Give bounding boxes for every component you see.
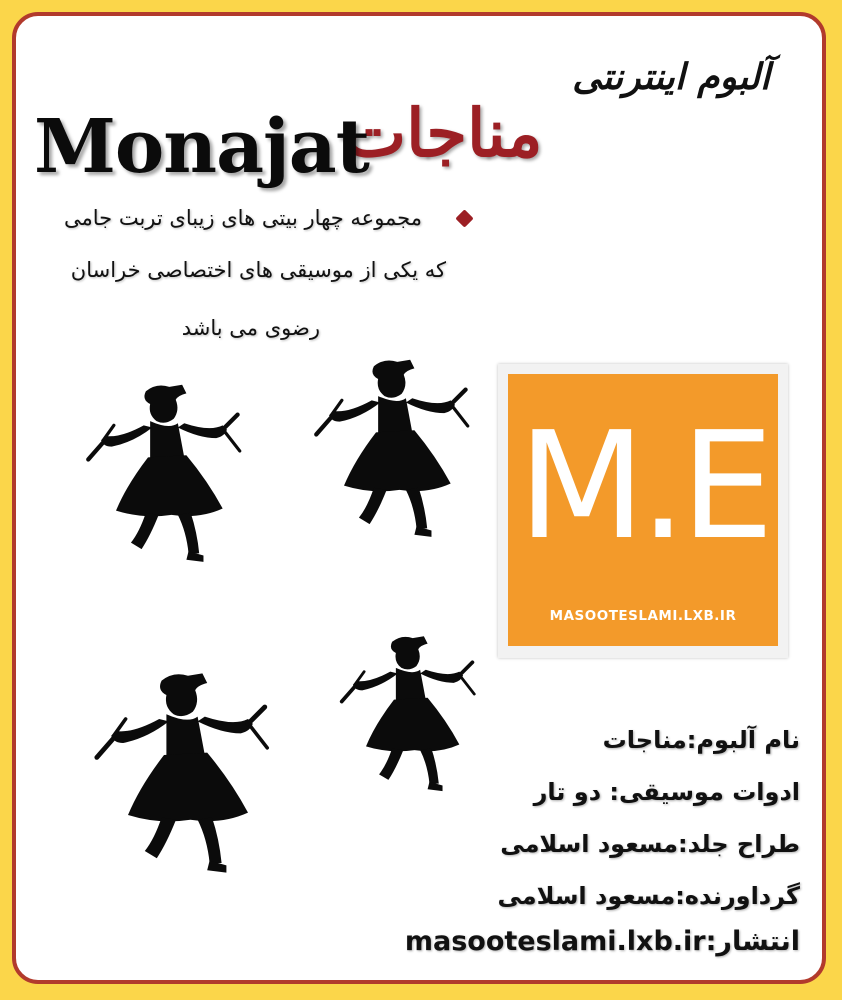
compiler: گرداورنده:مسعود اسلامی: [497, 882, 800, 910]
title-english: Monajat: [34, 104, 369, 190]
cover-designer: طراح جلد:مسعود اسلامی: [500, 830, 800, 858]
album-cover: [12, 12, 826, 984]
logo-frame: [498, 364, 788, 658]
dancer-silhouette-icon: [338, 616, 478, 816]
title-persian: مناجات: [344, 94, 543, 172]
publisher-url[interactable]: masooteslami.lxb.ir: [404, 926, 706, 957]
me-logo: [508, 374, 778, 646]
dancer-silhouette-icon: [92, 661, 272, 891]
decorative-diamond: [455, 209, 473, 227]
dancer-silhouette-icon: [312, 346, 472, 556]
logo-mark: M.E: [517, 400, 769, 572]
description-line-1: مجموعه چهار بیتی های زیبای تربت جامی: [64, 206, 422, 230]
dancer-silhouette-icon: [84, 376, 244, 576]
logo-url: MASOOTESLAMI.LXB.IR: [549, 608, 737, 624]
description-line-2: که یکی از موسیقی های اختصاصی خراسان: [70, 258, 446, 282]
instruments: ادوات موسیقی: دو تار: [533, 778, 800, 806]
album-label: آلبوم اینترنتی: [572, 56, 770, 98]
publisher: [405, 926, 800, 957]
publisher-label: انتشار:: [705, 926, 800, 957]
album-name: نام آلبوم:مناجات: [602, 726, 800, 754]
description-line-3: رضوی می باشد: [181, 316, 320, 340]
